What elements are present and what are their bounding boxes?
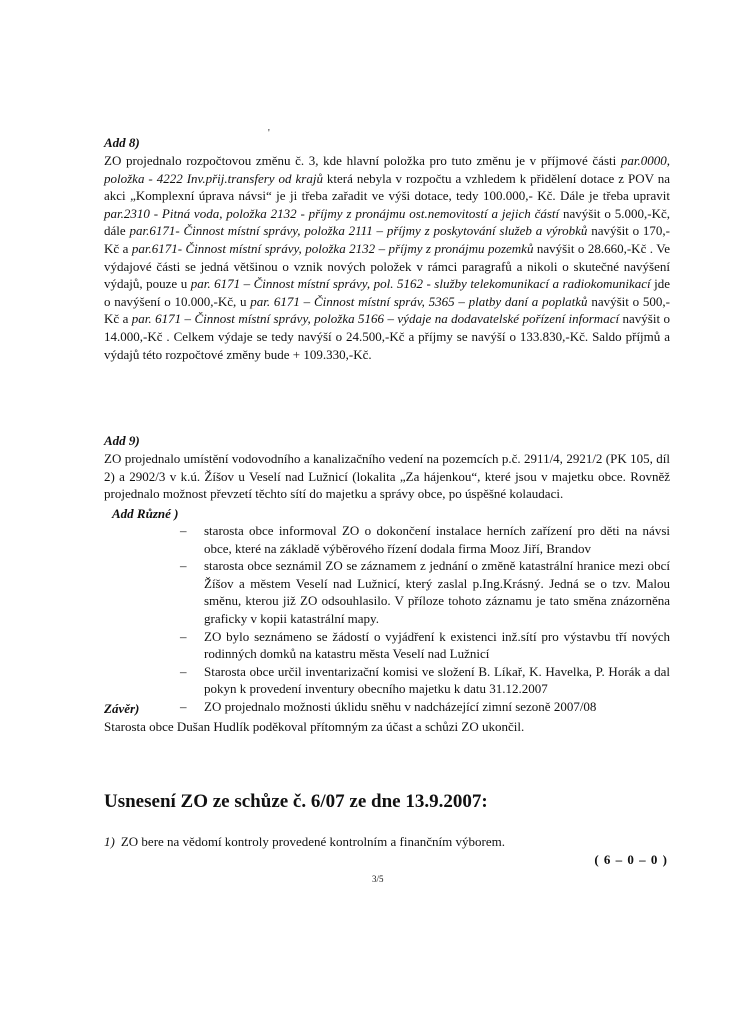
italic-reference: par. 6171 – Činnost místní správy, položka 5166 – výdaje na dodavatelské pořízení informací: [131, 311, 620, 327]
italic-reference: par.6171- Činnost místní správy, položka 2132 – příjmy z pronájmu pozemků: [131, 240, 534, 256]
page-number: 3/5: [372, 874, 384, 884]
paragraph-add8: [104, 152, 670, 363]
resolution-item-number: 1): [104, 834, 115, 849]
list-item-text: starosta obce informoval ZO o dokončení instalace herních zařízení pro děti na návsi obce, které na základě výběrového řízení dodala firma Mooz Jiří, Brandov: [204, 523, 670, 556]
ruzne-list: [180, 522, 670, 716]
list-item: [180, 522, 670, 557]
resolution-title: Usnesení ZO ze schůze č. 6/07 ze dne 13.9.2007:: [104, 791, 488, 812]
list-item: [180, 628, 670, 663]
section-ruzne: [112, 505, 678, 523]
paragraph-segment: ZO projednalo rozpočtovou změnu č. 3, kde hlavní položka pro tuto změnu je v příjmové části: [104, 153, 621, 168]
dash-bullet: –: [180, 628, 187, 644]
list-item-text: ZO bylo seznámeno se žádostí o vyjádření k existenci inž.sítí pro výstavbu tří nových rodinných domků na katastru města Veselí nad Lužnicí: [204, 628, 670, 662]
paragraph-segment: navýšit o 14.000,-Kč . Celkem výdaje se tedy navýší o 24.500,-Kč a příjmy se navýší o 133.830,-Kč. Saldo příjmů a výdajů této rozpočtové změny bude + 109.330,-Kč.: [104, 311, 670, 362]
dash-bullet: –: [180, 558, 187, 574]
paragraph-segment: navýšit o 170,-Kč a: [104, 223, 671, 256]
dash-bullet: –: [180, 698, 187, 714]
paragraph-add9: ZO projednalo umístění vodovodního a kanalizačního vedení na pozemcích p.č. 2911/4, 2921/2 (PK 105, díl 2) a 2902/3 v k.ú. Žíšov u Veselí nad Lužnicí (lokalita „Za hájenkou“, které jsou v majetku obce. Rovněž projednalo možnost převzetí těchto sítí do majetku a správy obce, po úspěšné kolaudaci.: [104, 451, 670, 502]
list-item-text: ZO projednalo možnosti úklidu sněhu v nadcházející zimní sezoně 2007/08: [204, 698, 597, 714]
resolution-item: [104, 833, 505, 851]
heading-add8: Add 8): [104, 135, 140, 150]
resolution-item-text: ZO bere na vědomí kontroly provedené kontrolním a finančním výborem.: [120, 834, 505, 849]
italic-reference: par. 6171 – Činnost místní správ, 5365 – platby daní a poplatků: [250, 293, 588, 309]
vote-result: ( 6 – 0 – 0 ): [594, 852, 668, 867]
paragraph-segment: navýšit o 5.000,-Kč, dále: [104, 205, 670, 239]
section-add9: [104, 432, 670, 503]
paragraph-zaver: Starosta obce Dušan Hudlík poděkoval přítomným za účast a schůzi ZO ukončil.: [104, 719, 525, 734]
italic-reference: par.0000, položka - 4222 Inv.přij.transfery od krajů: [104, 153, 670, 186]
italic-reference: par.2310 - Pitná voda, položka 2132 - příjmy z pronájmu ost.nemovitostí a jejich částí: [104, 205, 560, 221]
heading-ruzne: Add Různé ): [112, 506, 179, 521]
heading-zaver: Závěr): [104, 701, 140, 716]
list-item-text: starosta obce seznámil ZO se záznamem z jednání o změně katastrální hranice mezi obcí Žíšov a městem Veselí nad Lužnicí, který zaslal p.Ing.Krásný. Jedná se o tzv. Malou směnu, kterou již ZO odsouhlasilo. V příloze tohoto záznamu je tato směna znázorněna graficky v kopii katastrální mapy.: [204, 558, 670, 626]
section-add8: [104, 134, 670, 363]
paragraph-segment: navýšit o 28.660,-Kč . Ve výdajové části se jedná většinou o vznik nových položek v rámci paragrafů a nikoli o skutečné navýšení výdajů, pouze u: [104, 240, 670, 292]
list-item: [180, 557, 670, 627]
paragraph-segment: která nebyla v rozpočtu a vzhledem k přidělení dotace z POV na akci „Komplexní úprava návsi“ je ji třeba zařadit ve výši dotace, tedy 100.000,- Kč. Dále je třeba upravit: [104, 170, 670, 204]
stray-mark: ': [268, 128, 270, 139]
dash-bullet: –: [180, 663, 187, 679]
dash-bullet: –: [180, 523, 187, 538]
list-item: [180, 663, 670, 698]
italic-reference: par. 6171 – Činnost místní správy, pol. 5162 - služby telekomunikací a radiokomunikací: [190, 276, 651, 292]
italic-reference: par.6171- Činnost místní správy, položka 2111 – příjmy z poskytování služeb a výrobků: [129, 223, 588, 239]
paragraph-segment: navýšit o 500,-Kč a: [104, 293, 670, 327]
heading-add9: Add 9): [104, 433, 140, 448]
list-item-text: Starosta obce určil inventarizační komisi ve složení B. Líkař, K. Havelka, P. Horák a dal pokyn k provedení inventury obecního majetku k datu 31.12.2007: [204, 663, 670, 697]
paragraph-segment: jde o navýšení o 10.000,-Kč, u: [104, 276, 671, 309]
section-zaver: [104, 700, 670, 736]
